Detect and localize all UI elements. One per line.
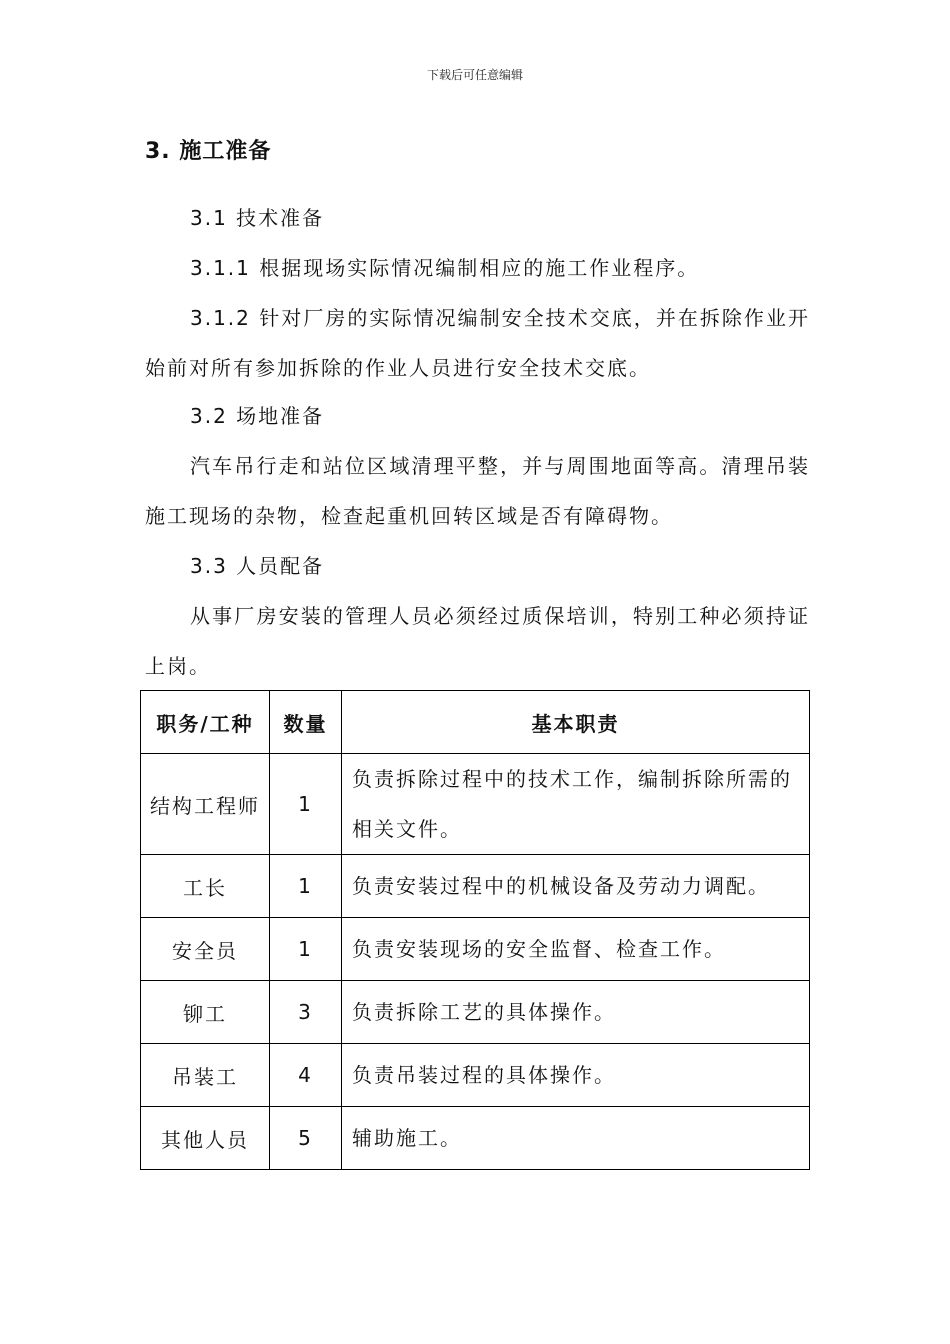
quantity-cell: 3	[270, 981, 342, 1044]
table-row	[141, 1107, 810, 1170]
paragraph-3-2-body: 汽车吊行走和站位区域清理平整，并与周围地面等高。清理吊装施工现场的杂物，检查起重机回转区域是否有障碍物。	[145, 454, 810, 528]
duty-cell: 负责拆除工艺的具体操作。	[342, 981, 810, 1044]
role-cell: 工长	[141, 855, 270, 918]
quantity-cell: 5	[270, 1107, 342, 1170]
section-title: 3. 施工准备	[145, 139, 272, 164]
role-cell: 吊装工	[141, 1044, 270, 1107]
role-cell: 铆工	[141, 981, 270, 1044]
header-note: 下载后可任意编辑	[426, 68, 523, 82]
duty-cell: 负责安装现场的安全监督、检查工作。	[342, 918, 810, 981]
paragraph-3-1-2: 3.1.2 针对厂房的实际情况编制安全技术交底，并在拆除作业开始前对所有参加拆除的作业人员进行安全技术交底。	[145, 306, 810, 380]
subsection-heading-3-2: 3.2 场地准备	[190, 404, 325, 428]
paragraph-3-3-body: 从事厂房安装的管理人员必须经过质保培训，特别工种必须持证上岗。	[145, 604, 810, 678]
duty-cell: 负责安装过程中的机械设备及劳动力调配。	[342, 855, 810, 918]
header-duty: 基本职责	[342, 691, 810, 754]
table-row	[141, 754, 810, 855]
quantity-cell: 1	[270, 855, 342, 918]
subsection-heading-3-1: 3.1 技术准备	[190, 206, 325, 230]
table-header-row	[141, 691, 810, 754]
staffing-table	[140, 690, 810, 1170]
duty-cell: 辅助施工。	[342, 1107, 810, 1170]
role-cell: 结构工程师	[141, 754, 270, 855]
subsection-heading-3-3: 3.3 人员配备	[190, 554, 325, 578]
quantity-cell: 4	[270, 1044, 342, 1107]
table-row	[141, 981, 810, 1044]
table-row	[141, 855, 810, 918]
duty-cell: 负责拆除过程中的技术工作，编制拆除所需的相关文件。	[342, 754, 810, 855]
paragraph-3-1-1: 3.1.1 根据现场实际情况编制相应的施工作业程序。	[190, 256, 700, 280]
quantity-cell: 1	[270, 754, 342, 855]
table-row	[141, 1044, 810, 1107]
duty-cell: 负责吊装过程的具体操作。	[342, 1044, 810, 1107]
role-cell: 其他人员	[141, 1107, 270, 1170]
role-cell: 安全员	[141, 918, 270, 981]
header-quantity: 数量	[270, 691, 342, 754]
table-row	[141, 918, 810, 981]
header-role: 职务/工种	[141, 691, 270, 754]
quantity-cell: 1	[270, 918, 342, 981]
